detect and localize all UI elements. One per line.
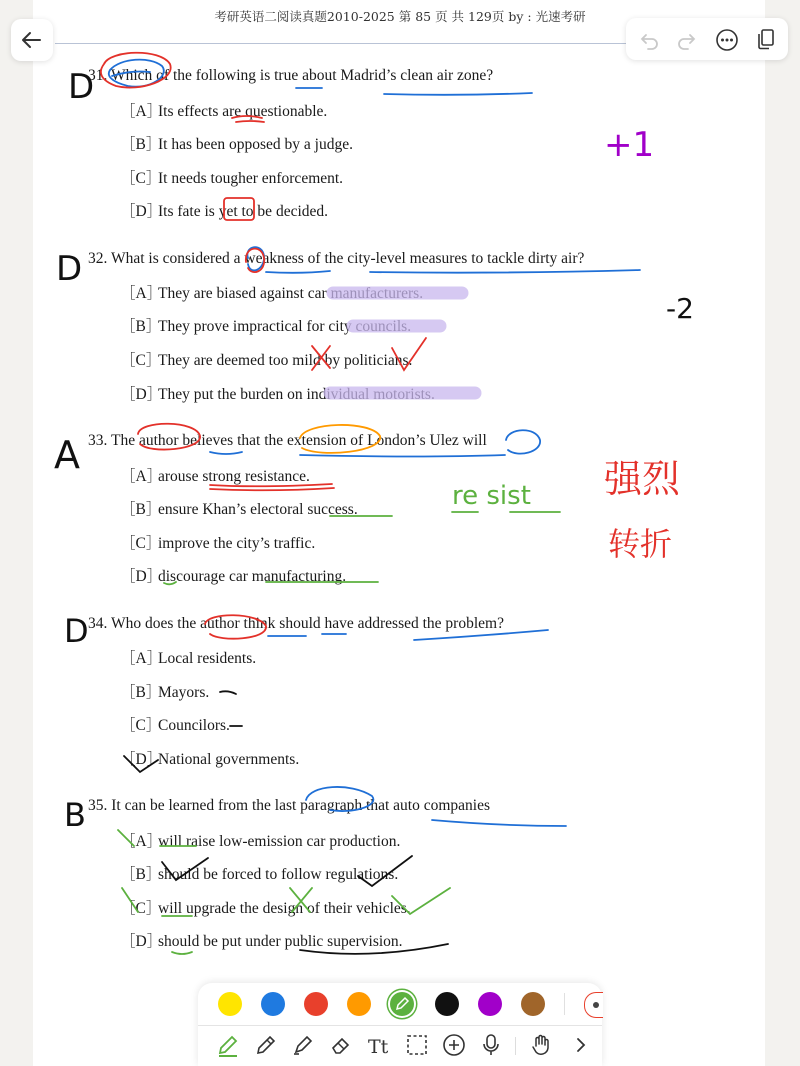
back-button[interactable] [11, 19, 53, 61]
q34-option-c[interactable]: ［C］Councilors. [120, 717, 230, 734]
q32-option-c[interactable]: ［C］They are deemed too mild by politicians. [120, 352, 413, 369]
toolbar-divider [198, 1025, 602, 1026]
pages-icon[interactable] [754, 27, 778, 51]
q35-option-a[interactable]: ［A］will raise low-emission car production. [120, 833, 401, 850]
back-arrow-icon [11, 19, 53, 61]
pen-icon[interactable] [215, 1032, 241, 1058]
q35-option-d[interactable]: ［D］should be put under public supervision. [120, 933, 403, 950]
top-action-bar [626, 18, 788, 60]
text-icon[interactable] [366, 1032, 392, 1058]
note-minus-2: -2 [666, 292, 694, 325]
note-chinese-1: 强烈 [604, 457, 681, 501]
hand-icon[interactable] [528, 1032, 554, 1058]
color-swatch-blue[interactable] [261, 992, 285, 1016]
color-swatch-green-selected[interactable] [390, 992, 414, 1016]
highlighter-icon[interactable] [290, 1032, 316, 1058]
color-swatch-yellow[interactable] [218, 992, 242, 1016]
question-34-stem: 34. Who does the author think should have addressed the problem? [88, 615, 504, 632]
redo-icon[interactable] [676, 29, 698, 51]
question-31-stem: 31. Which of the following is true about Madrid’s clean air zone? [88, 67, 494, 84]
answer-31-handwritten: D [68, 67, 95, 107]
q35-option-b[interactable]: ［B］should be forced to follow regulations. [120, 866, 399, 883]
q33-option-c[interactable]: ［C］improve the city’s traffic. [120, 535, 316, 552]
color-swatch-brown[interactable] [521, 992, 545, 1016]
svg-text:Tt: Tt [368, 1036, 389, 1058]
note-plus-1: +1 [604, 125, 655, 165]
color-swatch-purple[interactable] [478, 992, 502, 1016]
eraser-icon[interactable] [328, 1032, 354, 1058]
note-resist: re sist [452, 481, 531, 511]
page-header: 考研英语二阅读真题2010-2025 第 85 页 共 129页 by : 光速考研 [214, 9, 586, 24]
q33-option-b[interactable]: ［B］ensure Khan’s electoral success. [120, 501, 358, 518]
q32-option-a[interactable]: ［A］They are biased against car manufacturers. [120, 285, 424, 302]
question-32-stem: 32. What is considered a weakness of the city-level measures to tackle dirty air? [88, 250, 585, 267]
question-35-stem: 35. It can be learned from the last paragraph that auto companies [88, 797, 490, 814]
chevron-right-icon[interactable] [568, 1032, 594, 1058]
q31-option-d[interactable]: ［D］Its fate is yet to be decided. [120, 203, 329, 220]
note-chinese-2: 转折 [608, 525, 673, 563]
q33-option-d[interactable]: ［D］discourage car manufacturing. [120, 568, 347, 585]
q31-option-b[interactable]: ［B］It has been opposed by a judge. [120, 136, 353, 153]
question-33-stem: 33. The author believes that the extension of London’s Ulez will [88, 432, 487, 449]
undo-icon[interactable] [638, 29, 660, 51]
answer-34-handwritten: D [64, 612, 89, 650]
q33-option-a[interactable]: ［A］arouse strong resistance. [120, 468, 310, 485]
color-swatch-black[interactable] [435, 992, 459, 1016]
toolbar-vertical-divider [564, 993, 565, 1015]
q32-option-b[interactable]: ［B］They prove impractical for city councils. [120, 318, 412, 335]
q32-option-d[interactable]: ［D］They put the burden on individual motorists. [120, 386, 435, 403]
q34-option-d[interactable]: ［D］National governments. [120, 751, 300, 768]
more-icon[interactable] [715, 28, 739, 52]
pencil-icon[interactable] [253, 1032, 279, 1058]
color-swatch-orange[interactable] [347, 992, 371, 1016]
q35-option-c[interactable]: ［C］will upgrade the design of their vehicles. [120, 900, 411, 917]
q31-option-c[interactable]: ［C］It needs tougher enforcement. [120, 170, 344, 187]
drawing-toolbar [198, 983, 602, 1066]
pencil-icon [390, 992, 414, 1016]
add-icon[interactable] [441, 1032, 467, 1058]
q34-option-a[interactable]: ［A］Local residents. [120, 650, 257, 667]
mic-icon[interactable] [478, 1032, 504, 1058]
q34-option-b[interactable]: ［B］Mayors. [120, 684, 210, 701]
q31-option-a[interactable]: ［A］Its effects are questionable. [120, 103, 328, 120]
lasso-icon[interactable] [404, 1032, 430, 1058]
answer-32-handwritten: D [56, 249, 83, 289]
stroke-size-button[interactable] [584, 992, 603, 1018]
answer-33-handwritten: A [54, 433, 80, 477]
answer-35-handwritten: B [64, 796, 86, 834]
toolbar-tool-divider [515, 1037, 516, 1055]
color-swatch-red[interactable] [304, 992, 328, 1016]
